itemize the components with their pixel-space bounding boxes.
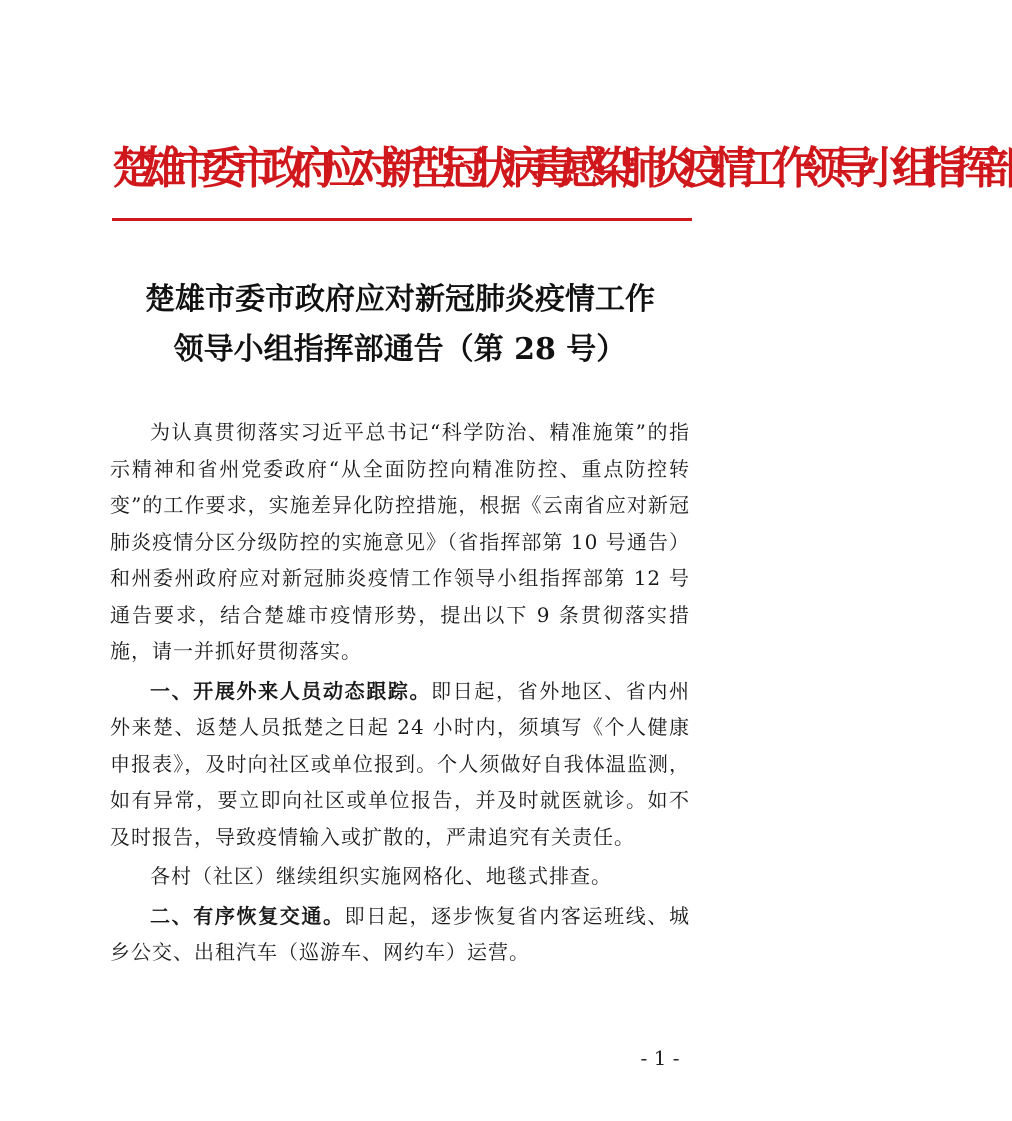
intro-paragraph: 为认真贯彻落实习近平总书记“科学防治、精准施策”的指示精神和省州党委政府“从全面防控向精准防控、重点防控转变”的工作要求，实施差异化防控措施，根据《云南省应对新冠肺炎疫情分区分级防控的实施意见》（省指挥部第 10 号通告）和州委州政府应对新冠肺炎疫情工作领导小组指挥部第 12 号通告要求，结合楚雄市疫情形势，提出以下 9 条贯彻落实措施，请一并抓好贯彻落实。 <box>110 420 690 663</box>
section-2-text: 即日起，逐步恢复省内客运班线、城乡公交、出租汽车（巡游车、网约车）运营。 <box>110 903 690 964</box>
page-number: - 1 - <box>640 1046 680 1070</box>
document-body <box>110 414 690 971</box>
section-2-paragraph <box>110 898 690 971</box>
section-1-extra-paragraph: 各村（社区）继续组织实施网格化、地毯式排查。 <box>150 864 612 888</box>
section-1-paragraph <box>110 673 690 856</box>
section-1-text: 即日起，省外地区、省内州外来楚、返楚人员抵楚之日起 24 小时内，须填写《个人健康申报表》，及时向社区或单位报到。个人须做好自我体温监测，如有异常，要立即向社区或单位报告，并及时就医就诊。如不及时报告，导致疫情输入或扩散的，严肃追究有关责任。 <box>110 678 690 849</box>
document-title-line-1: 楚雄市委市政府应对新冠肺炎疫情工作 <box>145 282 655 317</box>
document-title-line-2: 领导小组指挥部通告（第 28 号） <box>173 332 627 367</box>
section-1-heading: 一、开展外来人员动态跟踪。 <box>150 678 432 703</box>
red-header-rule <box>112 218 692 221</box>
red-letterhead-title: 楚雄市委市政府应对新型冠状病毒感染肺炎疫情工作领导小组指挥部 <box>112 143 1012 194</box>
section-2-heading: 二、有序恢复交通。 <box>150 903 345 928</box>
